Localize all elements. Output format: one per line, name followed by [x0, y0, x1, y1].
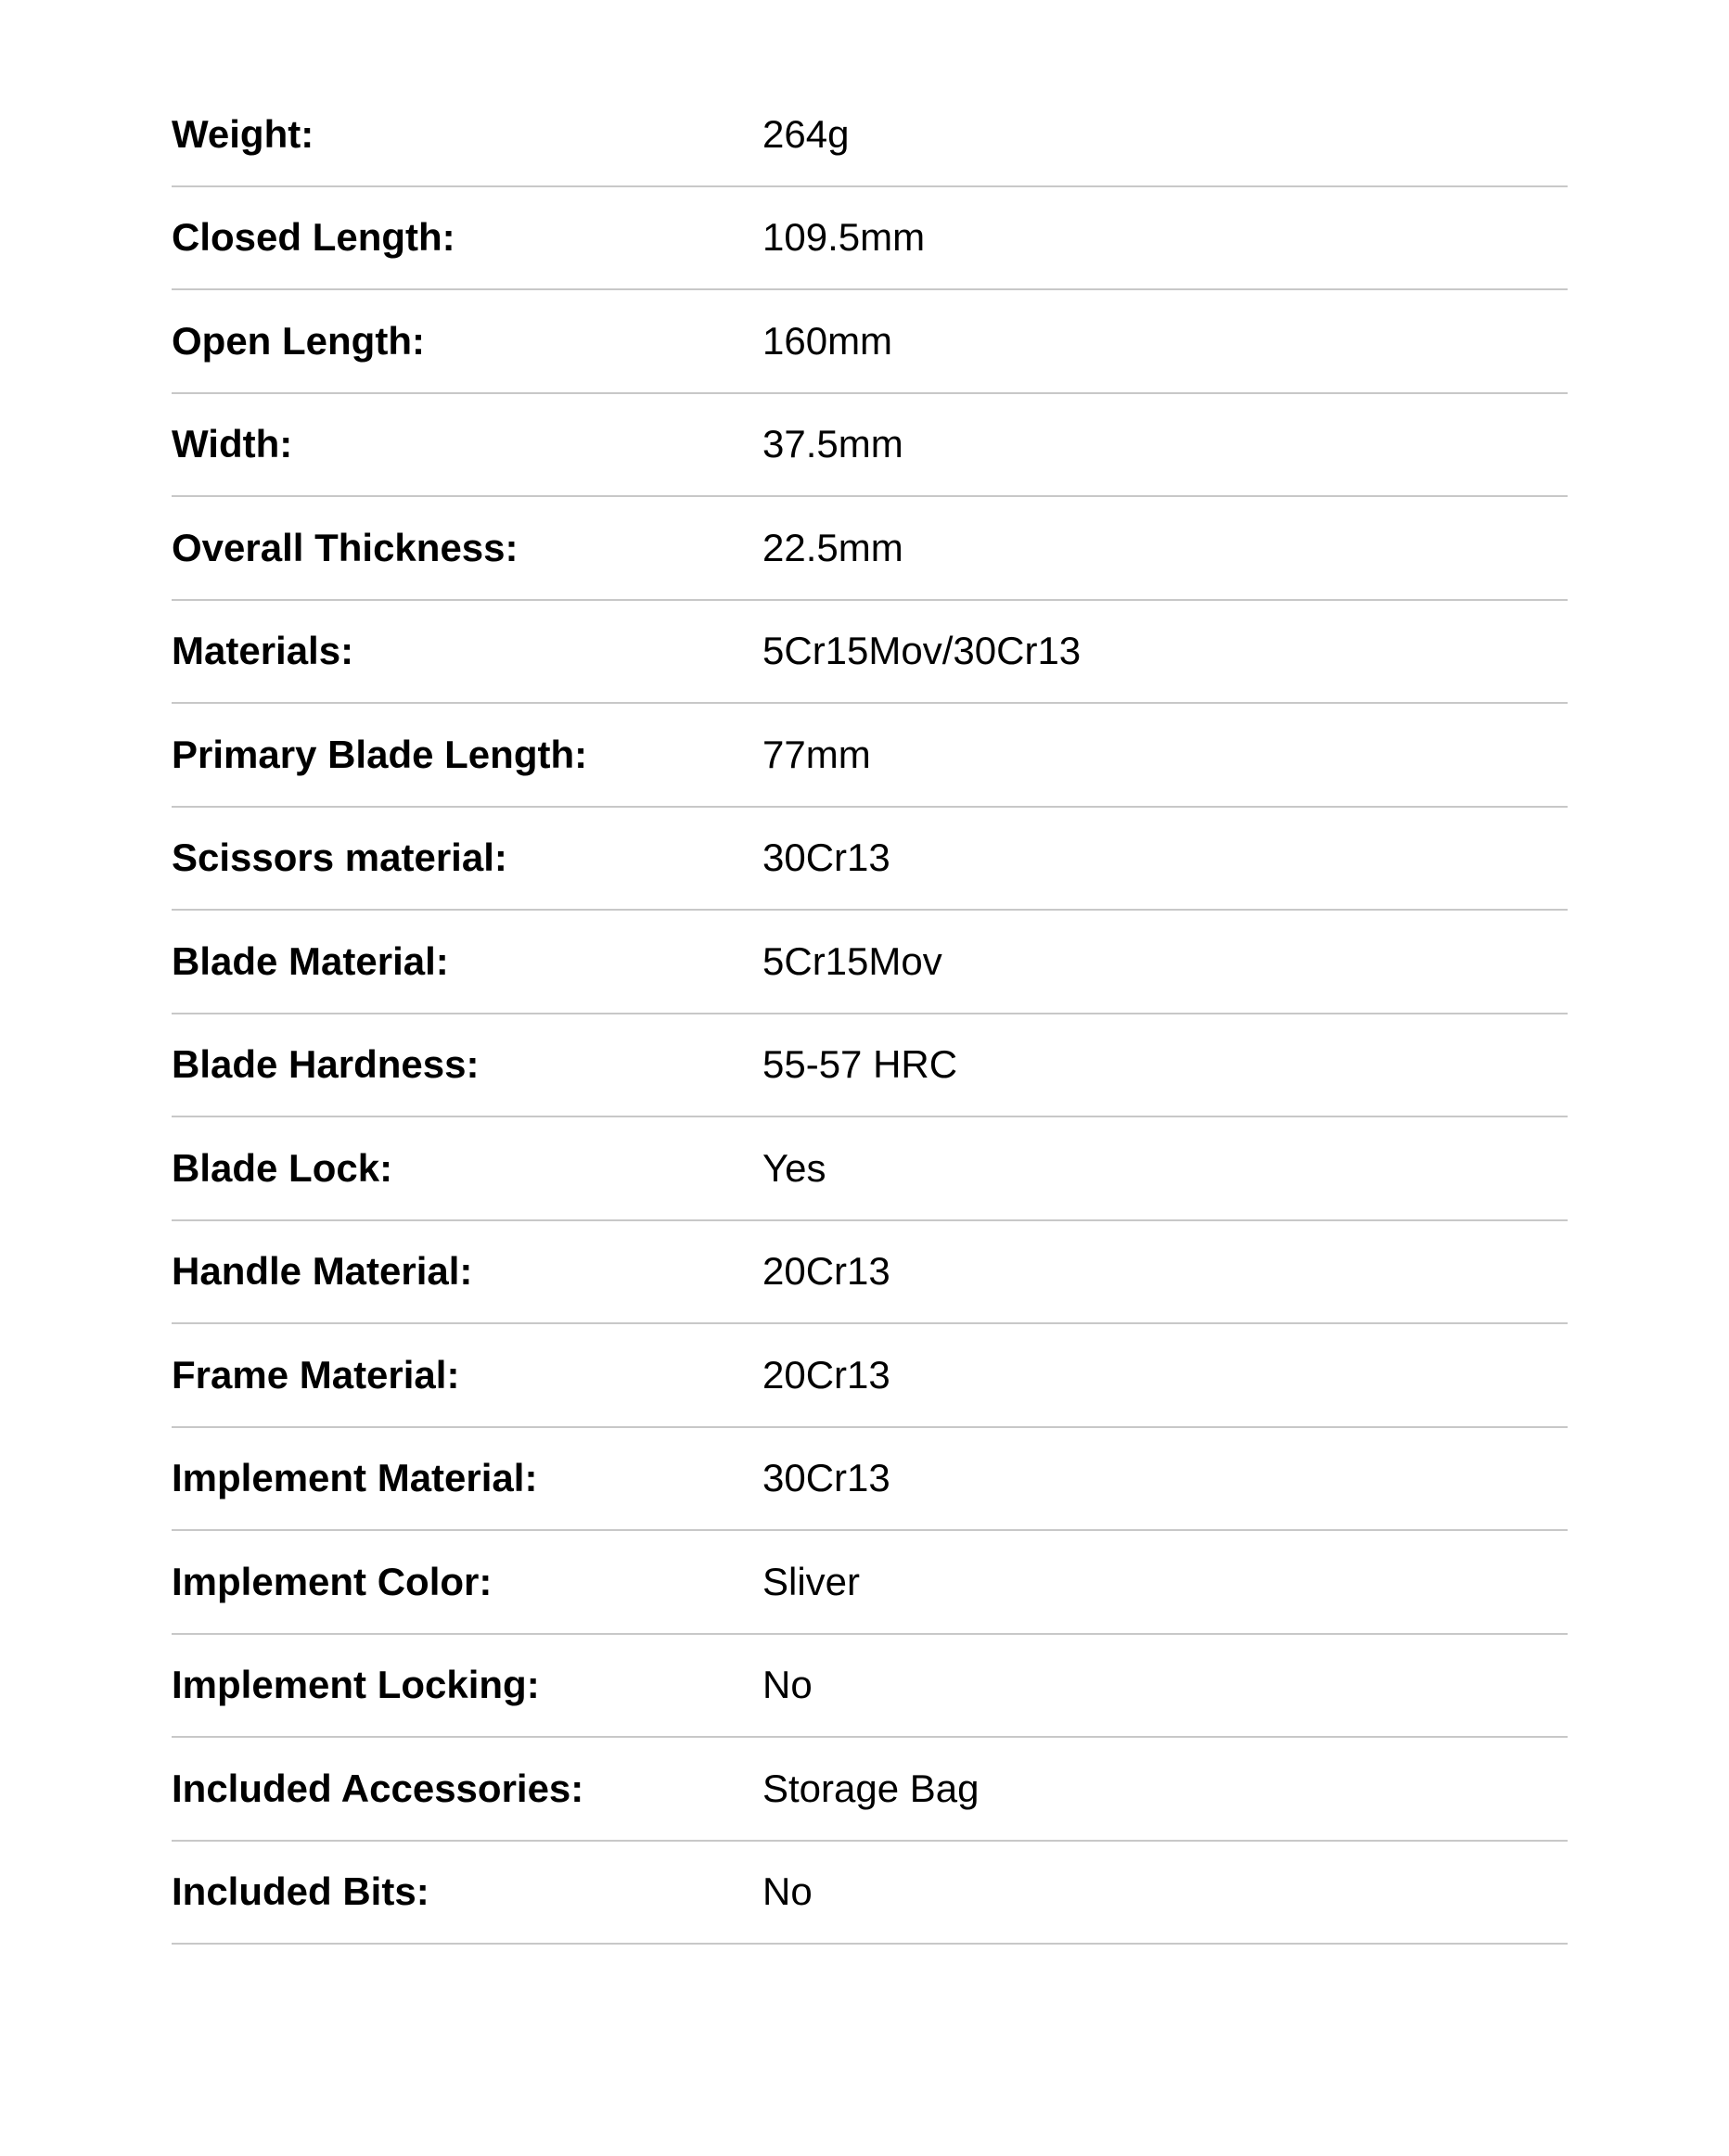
- spec-label: Materials:: [172, 629, 354, 673]
- spec-value: 160mm: [762, 318, 893, 363]
- spec-label: Included Bits:: [172, 1869, 429, 1914]
- spec-label: Blade Hardness:: [172, 1042, 480, 1087]
- spec-value: 37.5mm: [762, 422, 903, 466]
- spec-value: 109.5mm: [762, 215, 926, 260]
- spec-value: 20Cr13: [762, 1249, 890, 1294]
- spec-row-closed-length: [172, 187, 1568, 291]
- spec-value: 55-57 HRC: [762, 1042, 958, 1087]
- spec-row-primary-blade-length: [172, 704, 1568, 808]
- spec-row-included-accessories: [172, 1738, 1568, 1842]
- spec-row-weight: [172, 83, 1568, 187]
- spec-row-implement-material: [172, 1428, 1568, 1532]
- spec-label: Frame Material:: [172, 1352, 460, 1397]
- spec-value: 5Cr15Mov/30Cr13: [762, 629, 1082, 673]
- spec-label: Weight:: [172, 111, 314, 156]
- spec-label: Implement Color:: [172, 1559, 493, 1603]
- spec-row-included-bits: [172, 1842, 1568, 1946]
- spec-label: Handle Material:: [172, 1249, 473, 1294]
- spec-row-implement-color: [172, 1531, 1568, 1635]
- spec-value: 20Cr13: [762, 1352, 890, 1397]
- spec-label: Overall Thickness:: [172, 525, 519, 569]
- spec-label: Blade Lock:: [172, 1145, 393, 1190]
- spec-label: Open Length:: [172, 318, 425, 363]
- spec-label: Implement Material:: [172, 1456, 538, 1500]
- spec-label: Primary Blade Length:: [172, 732, 588, 776]
- spec-label: Closed Length:: [172, 215, 455, 260]
- spec-row-scissors-material: [172, 808, 1568, 912]
- spec-label: Included Accessories:: [172, 1766, 584, 1810]
- spec-row-open-length: [172, 290, 1568, 394]
- spec-row-materials: [172, 601, 1568, 705]
- spec-label: Width:: [172, 422, 293, 466]
- spec-label: Scissors material:: [172, 836, 507, 880]
- spec-label: Blade Material:: [172, 938, 449, 983]
- spec-label: Implement Locking:: [172, 1663, 540, 1707]
- spec-table: [172, 83, 1568, 1945]
- spec-value: 264g: [762, 111, 850, 156]
- spec-row-blade-lock: [172, 1117, 1568, 1221]
- spec-value: Yes: [762, 1145, 826, 1190]
- spec-value: No: [762, 1663, 813, 1707]
- spec-value: Sliver: [762, 1559, 861, 1603]
- spec-row-width: [172, 394, 1568, 498]
- spec-row-blade-hardness: [172, 1014, 1568, 1118]
- spec-row-frame-material: [172, 1324, 1568, 1428]
- spec-value: 22.5mm: [762, 525, 903, 569]
- spec-value: 30Cr13: [762, 1456, 890, 1500]
- spec-value: No: [762, 1869, 813, 1914]
- spec-value: 30Cr13: [762, 836, 890, 880]
- spec-row-handle-material: [172, 1221, 1568, 1325]
- spec-value: Storage Bag: [762, 1766, 980, 1810]
- spec-value: 77mm: [762, 732, 871, 776]
- spec-value: 5Cr15Mov: [762, 938, 942, 983]
- spec-row-blade-material: [172, 911, 1568, 1014]
- spec-row-overall-thickness: [172, 497, 1568, 601]
- spec-row-implement-locking: [172, 1635, 1568, 1739]
